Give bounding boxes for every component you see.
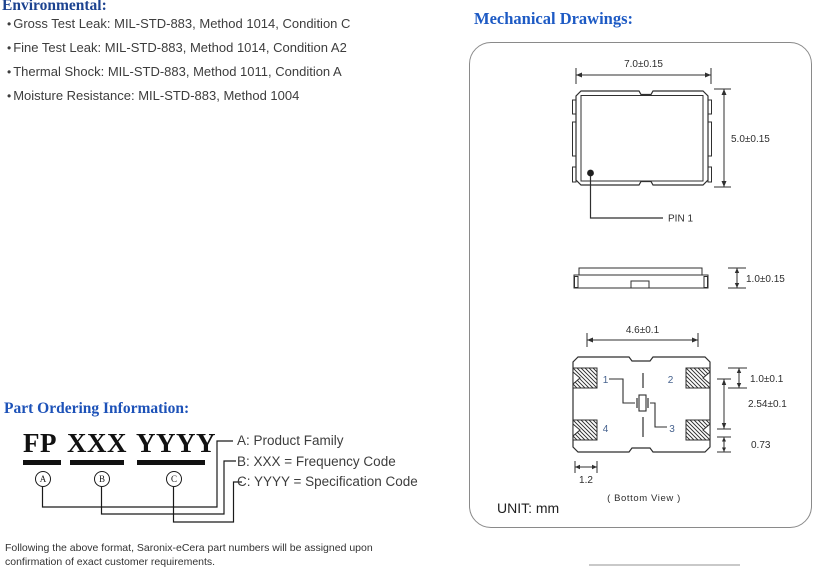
dim-pad-offset: 0.73 [751, 440, 771, 451]
footnote-line-1: Following the above format, Saronix-eCera part numbers will be assigned upon [5, 542, 373, 554]
part-code-family: FP [23, 428, 57, 458]
dim-pad-width: 1.2 [579, 475, 593, 486]
environmental-list [7, 12, 437, 108]
pin1-label: PIN 1 [668, 213, 694, 225]
dim-pin-pitch: 2.54±0.1 [748, 399, 787, 410]
mechanical-drawing [469, 42, 813, 529]
footnote-line-2: confirmation of exact customer requirements. [5, 556, 216, 568]
mechanical-heading: Mechanical Drawings: [474, 9, 634, 28]
legend-item-a: A: Product Family [237, 433, 344, 448]
marker-circle-a: A [35, 471, 51, 487]
environmental-heading: Environmental: [2, 0, 107, 14]
bullet-icon: • [7, 89, 12, 103]
part-ordering-heading: Part Ordering Information: [4, 400, 190, 417]
pin-number-4: 4 [602, 424, 609, 435]
part-code-spec: YYYY [136, 428, 216, 458]
side-view [574, 268, 785, 288]
bullet-icon: • [7, 17, 12, 31]
bottom-view-caption: ( Bottom View ) [607, 493, 681, 504]
dim-bottom-width: 4.6±0.1 [625, 325, 660, 336]
pad-hatched [686, 368, 710, 388]
bullet-icon: • [7, 41, 12, 55]
legend-item-c: C: YYYY = Specification Code [237, 474, 418, 489]
top-view [573, 59, 771, 225]
env-item: • Moisture Resistance: MIL-STD-883, Method 1004 [7, 88, 300, 103]
marker-circle-b: B [94, 471, 110, 487]
pad-hatched [573, 420, 597, 440]
env-item: • Thermal Shock: MIL-STD-883, Method 1011, Condition A [7, 64, 342, 79]
pad-hatched [686, 420, 710, 440]
pin-number-2: 2 [667, 375, 674, 386]
env-item: • Fine Test Leak: MIL-STD-883, Method 1014, Condition A2 [7, 40, 347, 55]
bullet-icon: • [7, 65, 12, 79]
bottom-view [573, 325, 787, 504]
dim-pad-height: 1.0±0.1 [750, 374, 784, 385]
dim-top-width: 7.0±0.15 [624, 59, 663, 70]
part-code-frequency: XXX [67, 428, 127, 458]
pin-number-3: 3 [669, 424, 675, 435]
env-item: • Gross Test Leak: MIL-STD-883, Method 1014, Condition C [7, 16, 351, 31]
page-edge-line [589, 564, 740, 566]
dim-top-height: 5.0±0.15 [731, 134, 770, 145]
dim-side-thickness: 1.0±0.15 [746, 274, 785, 285]
pad-hatched [573, 368, 597, 388]
pin-number-1: 1 [602, 375, 609, 386]
marker-circle-c: C [166, 471, 182, 487]
unit-label: UNIT: mm [497, 500, 560, 516]
pin1-dot [587, 170, 594, 177]
legend-item-b: B: XXX = Frequency Code [237, 454, 396, 469]
